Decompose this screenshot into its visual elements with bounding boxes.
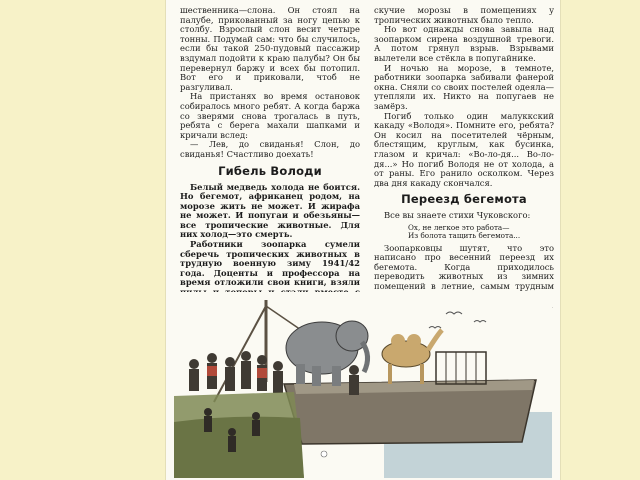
paragraph: И ночью на морозе, в темноте, работники зоопарка забивали фанерой окна. Сняли со своих постелей одеяла—утепляли их. Никто на попугаев не замёрз. [374, 62, 554, 111]
paragraph: Работники зоопарка сумели сберечь тропических животных в трудную военную зиму 1941/42 года. Доценты и профессора на время отложили свои книги, взяли [180, 239, 360, 288]
paragraph: Но вот однажды снова завыла над зоопарком сирена воздушной тревоги. А потом грянул взрыв. Взрывами вылетели все стёкла в попугайнике. [374, 24, 554, 63]
paragraph: На пристанях во время остановок собиралось много ребят. А когда баржа со зверями снова трогалась в путь, ребята с берега махали шапками и кричали вслед: [180, 91, 360, 140]
paragraph: скучие морозы в помещениях у тропических животных было тепло. [374, 5, 554, 25]
book-page [166, 0, 560, 480]
section-heading-hippo: Переезд бегемота [401, 192, 527, 207]
left-text-column [180, 6, 360, 317]
poem-line: Ох, не легкое это работа— [408, 222, 510, 232]
paragraph: шественника—слона. Он стоял на палубе, прикованный за ногу цепью к столбу. Взрослый слон весит четыре тонны. Подумай сам: что бы случилось, если бы такой 250-пудовый пассажир вздумал подойти к краю палубы? Он бы перевернул баржу и всех бы потопил. Вот его и приковали, чтоб не разгуливал. [180, 5, 360, 92]
poem-quote [408, 224, 554, 241]
poem-line: Из болота тащить бегемота... [408, 231, 521, 241]
paragraph: Погиб только один малуккский какаду «Володя». Помните его, ребята? Он косил на посетителей чёрным, блестящим, круглым, как бусинка, глазом и кричал: «Во-ло-дя... Во-ло-дя...» Но погиб Володя не от холода, а от раны. Его ранило осколком. Через два дня какаду скончался. [374, 110, 554, 188]
paragraph: Все вы знаете стихи Чуковского: [384, 210, 531, 221]
section-heading-volodya: Гибель Володи [218, 163, 322, 178]
barge-illustration [174, 292, 552, 478]
dialog-line: — Лев, до свиданья! Слон, до свиданья! Счастливо доехать! [180, 139, 360, 159]
right-text-column [374, 6, 554, 311]
paragraph: Зоопарковцы шутят, что это написано про весенний переезд их бегемота. Когда приходилось переводить животных из зимних помещений в летние, самым трудным [374, 242, 554, 292]
paragraph: Белый медведь холода не боится. Но бегемот, африканец родом, на морозе жить не может. И жирафа не может. И попугаи и обезьяны—все тропические животные. Для них холод—это смерть. [180, 181, 360, 240]
